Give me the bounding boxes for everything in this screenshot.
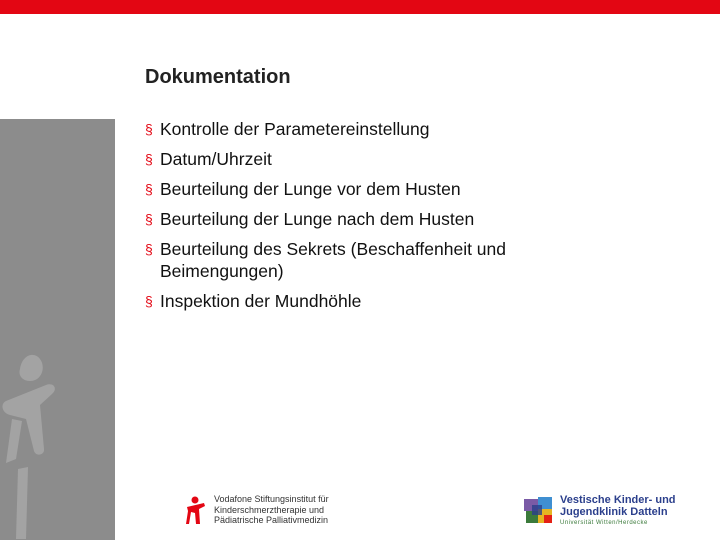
bullet-marker: § bbox=[145, 151, 153, 167]
institute-name-line: Pädiatrische Palliativmedizin bbox=[214, 515, 329, 525]
top-accent-bar bbox=[0, 0, 720, 14]
institute-name bbox=[214, 494, 329, 526]
slide-title: Dokumentation bbox=[145, 66, 291, 88]
bullet-marker: § bbox=[145, 241, 153, 257]
figure-watermark-icon bbox=[0, 119, 115, 540]
list-item bbox=[145, 178, 585, 200]
side-panel bbox=[0, 119, 115, 540]
bullet-list bbox=[145, 118, 585, 320]
list-item-text: Kontrolle der Parametereinstellung bbox=[160, 119, 430, 139]
institute-name-line: Vodafone Stiftungsinstitut für bbox=[214, 494, 329, 504]
clinic-logo bbox=[522, 493, 702, 529]
list-item bbox=[145, 118, 585, 140]
list-item-text: Beurteilung der Lunge nach dem Husten bbox=[160, 209, 475, 229]
list-item-text: Beurteilung der Lunge vor dem Husten bbox=[160, 179, 461, 199]
clinic-emblem-icon bbox=[522, 495, 556, 527]
bullet-marker: § bbox=[145, 211, 153, 227]
list-item-text: Beurteilung des Sekrets (Beschaffenheit und Beimengungen) bbox=[160, 239, 507, 281]
list-item bbox=[145, 208, 585, 230]
institute-name-line: Kinderschmerztherapie und bbox=[214, 504, 325, 515]
list-item-text: Datum/Uhrzeit bbox=[160, 149, 272, 169]
university-name: Universität Witten/Herdecke bbox=[560, 520, 648, 526]
clinic-name-line: Jugendklinik Datteln bbox=[560, 506, 668, 518]
institute-logo bbox=[186, 494, 351, 528]
list-item bbox=[145, 148, 585, 170]
bullet-marker: § bbox=[145, 121, 153, 137]
bullet-marker: § bbox=[145, 181, 153, 197]
bullet-marker: § bbox=[145, 293, 153, 309]
list-item bbox=[145, 238, 585, 282]
red-figure-logo-icon bbox=[186, 496, 208, 526]
list-item-text: Inspektion der Mundhöhle bbox=[160, 291, 362, 311]
list-item bbox=[145, 290, 585, 312]
clinic-name-line: Vestische Kinder- und bbox=[560, 494, 676, 506]
